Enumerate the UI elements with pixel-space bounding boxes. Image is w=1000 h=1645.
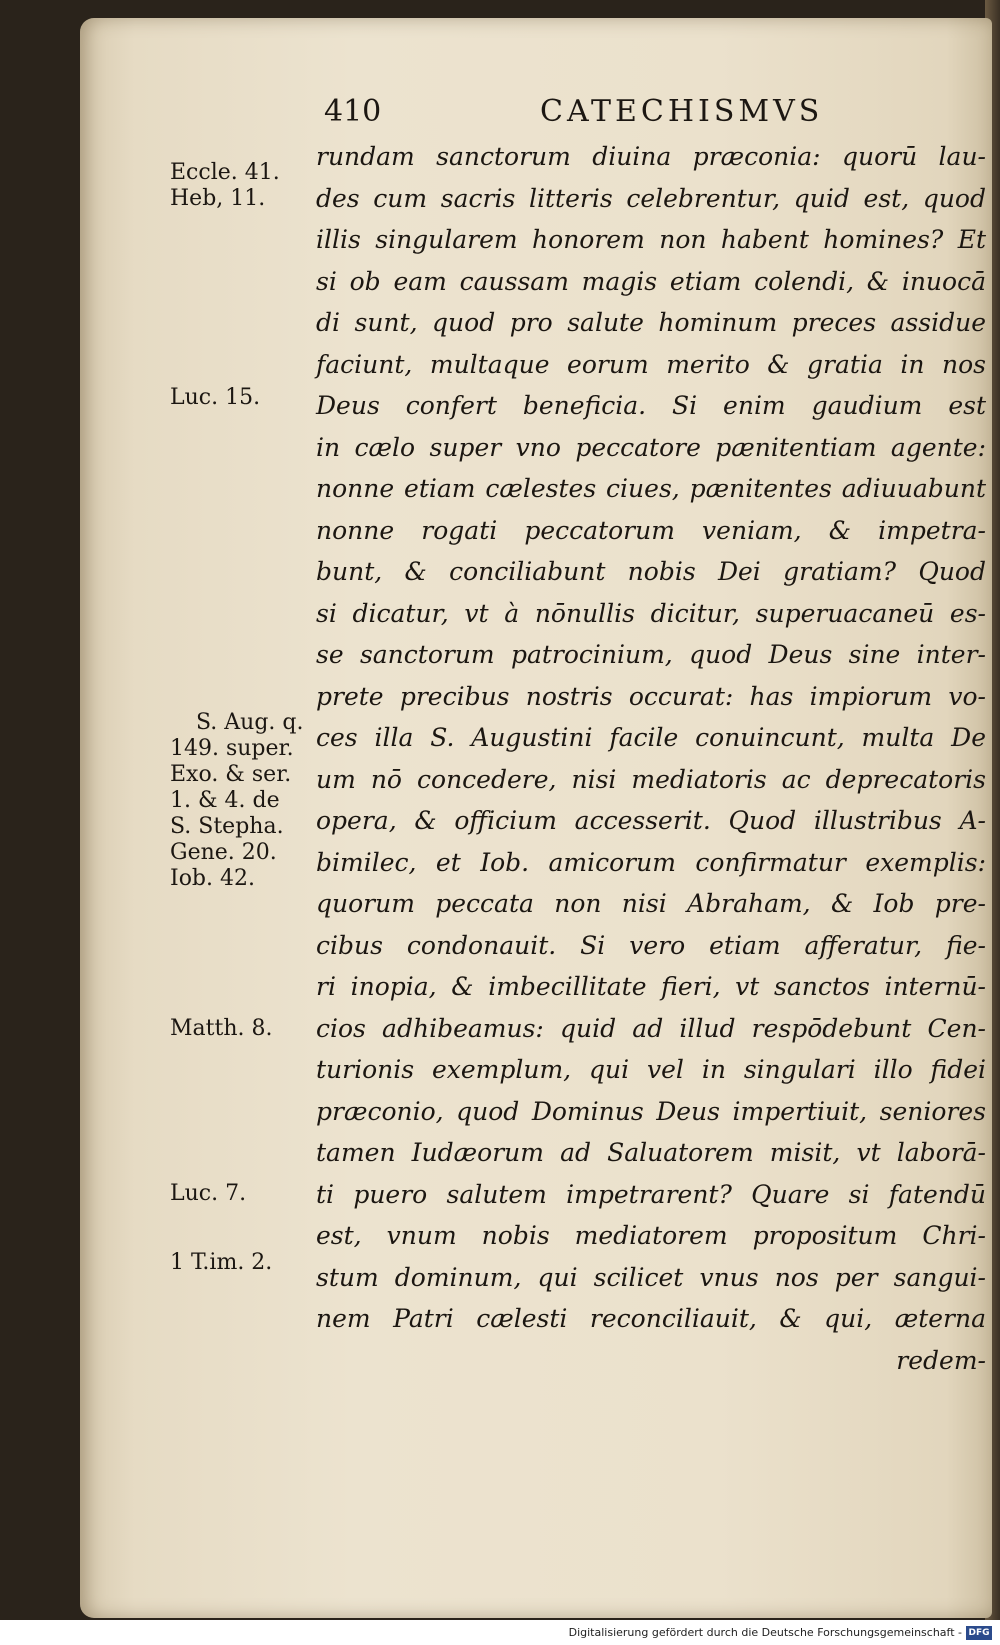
text-line: nonne rogati peccatorum veniam, & impetra- [316, 515, 986, 545]
dfg-logo: DFG [966, 1626, 992, 1640]
margin-note-iob: Iob. 42. [170, 866, 255, 891]
margin-note-gene: Gene. 20. [170, 840, 277, 865]
text-line: opera, & officium accesserit. Quod illustribus A- [316, 806, 986, 835]
text-line: Deus confert beneficia. Si enim gaudium est [316, 391, 986, 420]
text-line: cibus condonauit. Si vero etiam afferatur, fie- [316, 930, 986, 960]
text-line: um nō concedere, nisi mediatoris ac deprecatoris [316, 764, 986, 794]
running-title: CATECHISMVS [540, 94, 824, 129]
text-line: stum dominum, qui scilicet vnus nos per sangui- [316, 1262, 986, 1292]
text-line: tamen Iudæorum ad Saluatorem misit, vt laborā- [316, 1138, 986, 1167]
text-line: si ob eam caussam magis etiam colendi, & inuocā [316, 266, 986, 296]
text-line: in cælo super vno peccatore pænitentiam agente: [316, 432, 986, 462]
text-line: si dicatur, vt à nōnullis dicitur, superuacaneū es- [316, 598, 986, 628]
margin-note-saug-5: S. Stepha. [170, 814, 284, 839]
text-line: illis singularem honorem non habent homines? Et [316, 225, 986, 254]
text-line: præconio, quod Dominus Deus impertiuit, seniores [316, 1096, 986, 1126]
text-line-catchword: redem- [896, 1345, 986, 1375]
text-line: ti puero salutem impetrarent? Quare si fatendū [316, 1179, 986, 1209]
text-line: nem Patri cælesti reconciliauit, & qui, æterna [316, 1304, 986, 1333]
text-line: bunt, & conciliabunt nobis Dei gratiam? Quod [316, 557, 986, 586]
text-line: turionis exemplum, qui vel in singulari illo fidei [316, 1055, 986, 1084]
text-line: est, vnum nobis mediatorem propositum Chri- [316, 1221, 986, 1250]
margin-note-tim: 1 T.im. 2. [170, 1250, 273, 1275]
margin-note-matth: Matth. 8. [170, 1016, 273, 1041]
text-line: rundam sanctorum diuina præconia: quorū lau- [316, 142, 986, 171]
text-line: se sanctorum patrocinium, quod Deus sine inter- [316, 640, 986, 669]
text-line: nonne etiam cælestes ciues, pænitentes adiuuabunt [316, 474, 986, 503]
margin-note-saug-1: S. Aug. q. [196, 710, 304, 735]
text-line: ri inopia, & imbecillitate fieri, vt sanctos internū- [316, 972, 986, 1001]
margin-note-saug-3: Exo. & ser. [170, 762, 292, 787]
page-number: 410 [324, 94, 382, 129]
main-text-column [316, 136, 986, 1381]
margin-note-saug-4: 1. & 4. de [170, 788, 280, 813]
text-line: des cum sacris litteris celebrentur, quid est, quod [316, 183, 986, 213]
text-line: bimilec, et Iob. amicorum confirmatur exemplis: [316, 847, 986, 877]
funding-credit: Digitalisierung gefördert durch die Deutsche Forschungsgemeinschaft - [568, 1626, 962, 1639]
text-line: di sunt, quod pro salute hominum preces assidue [316, 308, 986, 337]
text-line: quorum peccata non nisi Abraham, & Iob pre- [316, 889, 986, 918]
text-line: ces illa S. Augustini facile conuincunt, multa De [316, 723, 986, 752]
text-line: faciunt, multaque eorum merito & gratia in nos [316, 349, 986, 379]
text-line: prete precibus nostris occurat: has impiorum vo- [316, 681, 986, 711]
margin-note-saug-2: 149. super. [170, 736, 294, 761]
margin-note-eccle: Eccle. 41. [170, 160, 280, 185]
margin-note-luc7: Luc. 7. [170, 1181, 247, 1206]
margin-note-heb: Heb, 11. [170, 186, 266, 211]
margin-note-luc15: Luc. 15. [170, 385, 261, 410]
text-line: cios adhibeamus: quid ad illud respōdebunt Cen- [316, 1013, 986, 1043]
